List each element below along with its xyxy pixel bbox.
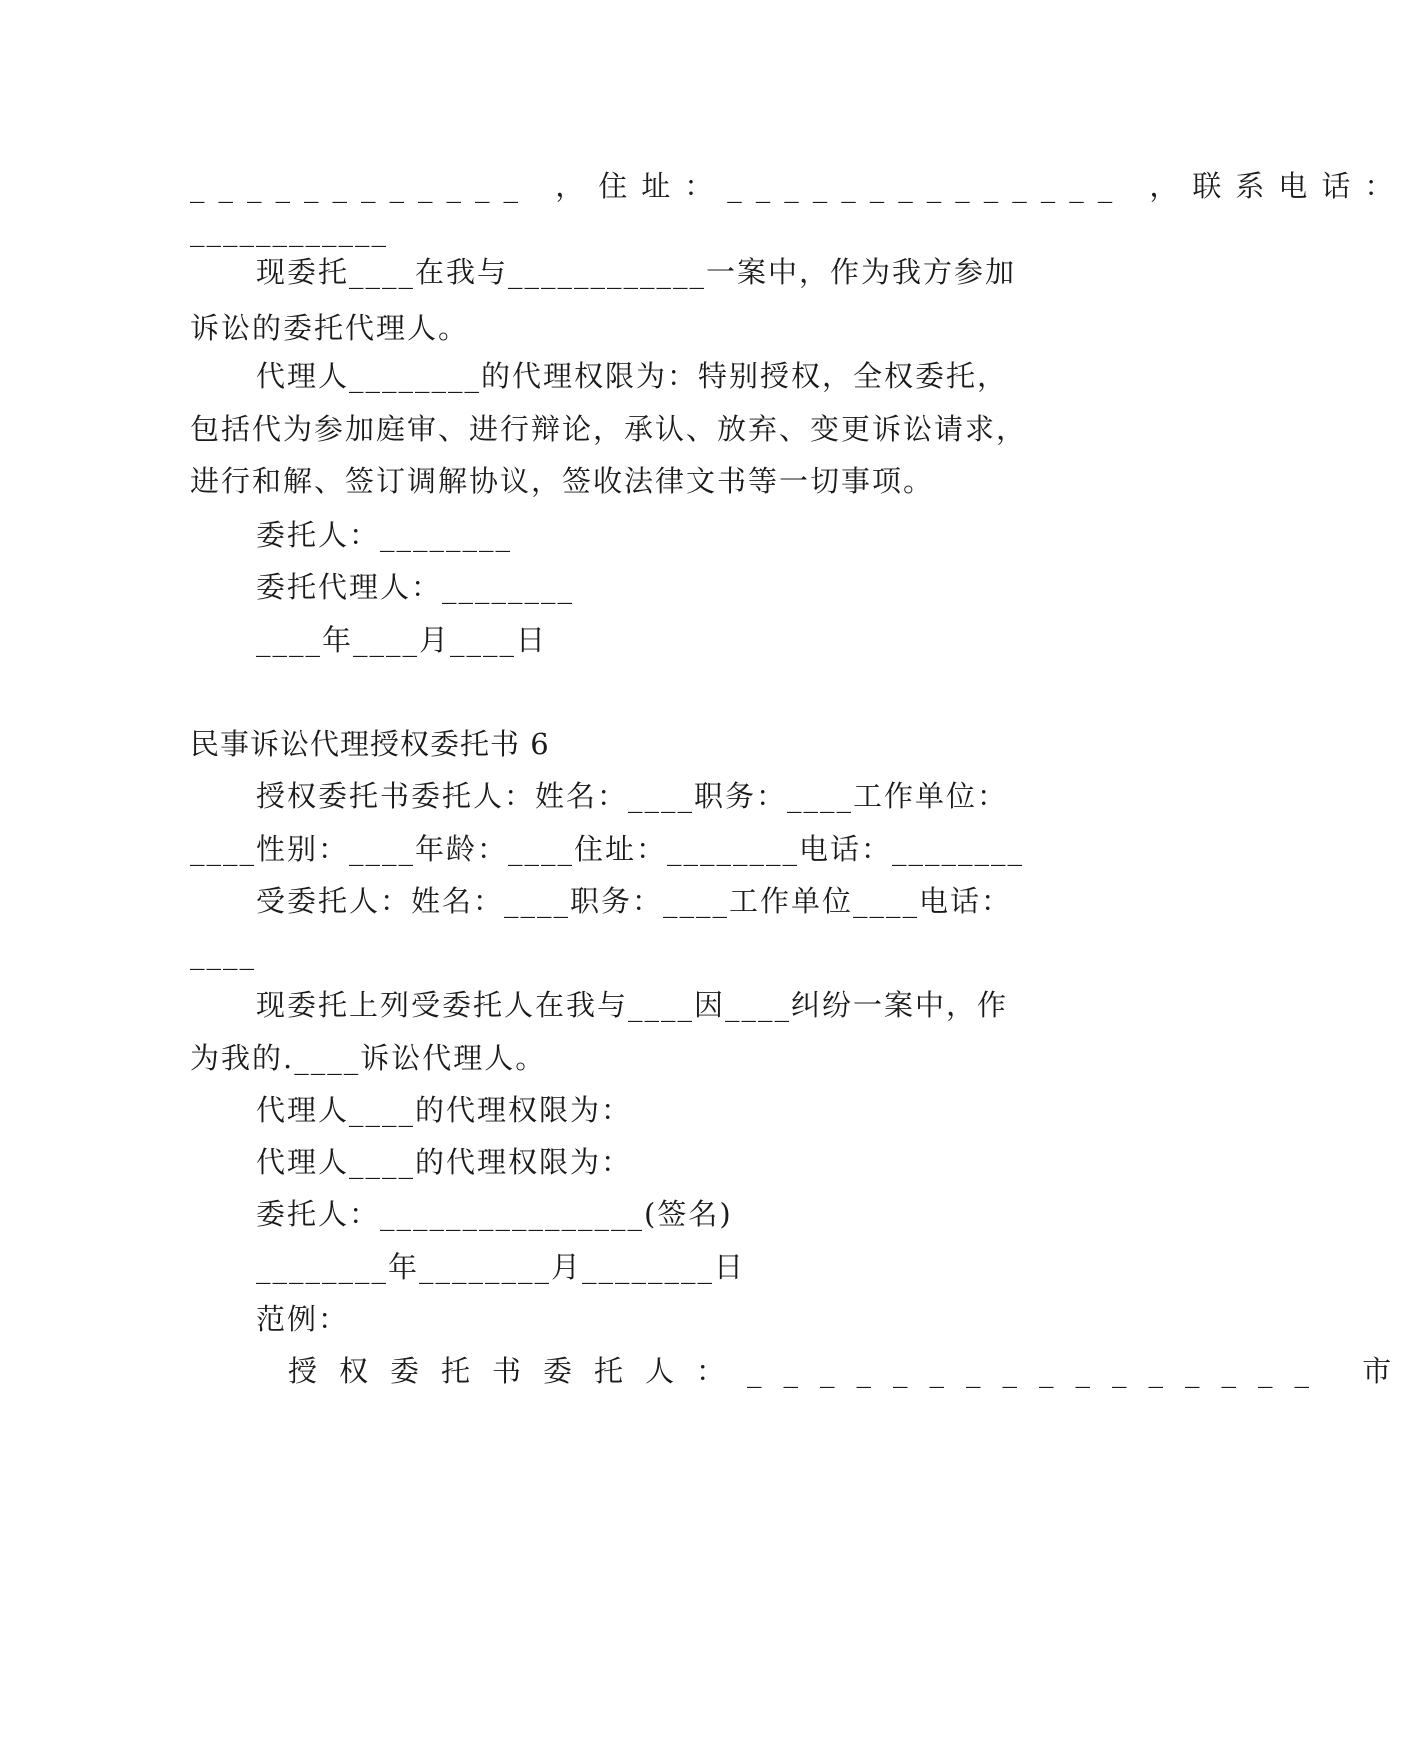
text-line-authority: 代理人________的代理权限为：特别授权，全权委托， [256,359,1009,393]
section-title: 民事诉讼代理授权委托书 6 [190,727,550,761]
text-line-entrust-2-cont: 为我的.____诉讼代理人。 [190,1041,547,1075]
text-line-example: 授权委托书委托人：________________ 市 [288,1354,1413,1388]
text-line-signature: 委托人：________________(签名) [256,1197,733,1231]
text-line-entrust-2: 现委托上列受委托人在我与____因____纠纷一案中，作 [256,988,1009,1022]
text-line-authority-2b: 代理人____的代理权限为： [256,1145,633,1179]
text-line-principal: 委托人：________ [256,518,513,552]
text-line-blank: ____________ [190,213,388,247]
text-line-trustee-info-cont: ____ [190,936,256,970]
text-line-date-2: ________年________月________日 [256,1250,746,1284]
text-line-authority-cont-1: 包括代为参加庭审、进行辩论，承认、放弃、变更诉讼请求， [190,412,1028,446]
text-line-trustee-info: 受委托人：姓名：____职务：____工作单位____电话： [256,884,1013,918]
text-line-principal-info-cont: ____性别：____年龄：____住址：________电话：________ [190,832,1025,866]
text-line-principal-info: 授权委托书委托人：姓名：____职务：____工作单位： [256,779,1009,813]
text-line-authority-2a: 代理人____的代理权限为： [256,1093,633,1127]
text-line-authority-cont-2: 进行和解、签订调解协议，签收法律文书等一切事项。 [190,464,935,498]
text-line-address-phone: ____________ ，住址：______________ ，联系电话： [190,169,1408,203]
text-line-entrust: 现委托____在我与____________一案中，作为我方参加 [256,255,1017,289]
text-line-agent: 委托代理人：________ [256,570,575,604]
text-line-example-label: 范例： [256,1302,350,1336]
text-line-date: ____年____月____日 [256,623,548,657]
text-line-entrust-cont: 诉讼的委托代理人。 [190,311,470,345]
